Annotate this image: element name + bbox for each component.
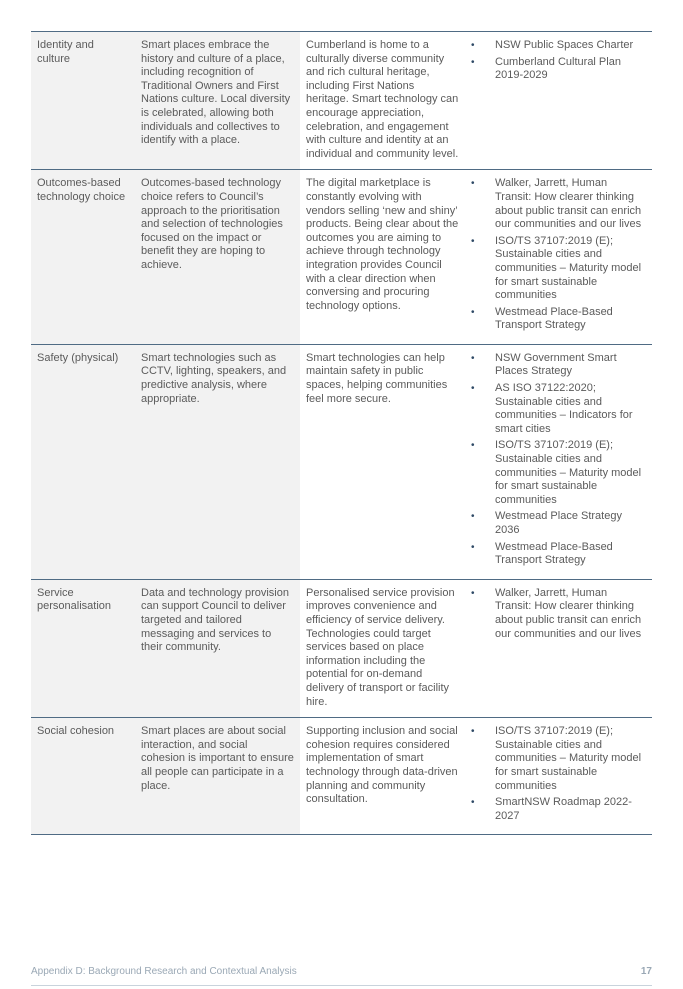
- relevance-cell: The digital marketplace is constantly evolving with vendors selling ‘new and shiny’ products. Being clear about the outcomes you are aiming to achieve through technology integration provides Council with a clear direction when conversing and procuring technology options.: [300, 170, 465, 345]
- description-cell: Smart places embrace the history and culture of a place, including recognition of Traditional Owners and First Nations culture. Local diversity is celebrated, allowing both individuals and collectives to identify with a place.: [135, 32, 300, 170]
- table-row: [31, 579, 652, 717]
- page-number: 17: [640, 966, 652, 977]
- table-row: [31, 170, 652, 345]
- reference-text: ISO/TS 37107:2019 (E); Sustainable cities and communities – Maturity model for smart sustainable communities: [495, 725, 642, 792]
- reference-text: Westmead Place-Based Transport Strategy: [495, 540, 613, 567]
- principle-cell: Outcomes-based technology choice: [31, 170, 135, 345]
- references-cell: [465, 718, 652, 835]
- bullet-icon: •: [471, 40, 475, 51]
- references-cell: [465, 32, 652, 170]
- bullet-icon: •: [471, 440, 475, 452]
- description-cell: Outcomes-based technology choice refers to Council’s approach to the prioritisation and selection of technologies focused on the impact or benefit they are hoping to achieve.: [135, 170, 300, 345]
- references-cell: [465, 579, 652, 717]
- reference-item: [471, 439, 646, 507]
- reference-item: [471, 39, 646, 53]
- reference-item: [471, 725, 646, 793]
- reference-item: [471, 796, 646, 823]
- table-row: [31, 344, 652, 579]
- principles-table: [31, 31, 652, 835]
- references-list: [471, 177, 646, 333]
- reference-item: [471, 382, 646, 436]
- principle-cell: Safety (physical): [31, 344, 135, 579]
- principle-cell: Social cohesion: [31, 718, 135, 835]
- reference-text: Walker, Jarrett, Human Transit: How clearer thinking about public transit can enrich our communities and our lives: [495, 586, 642, 640]
- description-cell: Data and technology provision can support Council to deliver targeted and tailored messaging and services to their community.: [135, 579, 300, 717]
- footer-divider: [31, 985, 652, 986]
- bullet-icon: •: [471, 235, 475, 247]
- table-row: [31, 32, 652, 170]
- bullet-icon: •: [471, 726, 475, 738]
- description-cell: Smart places are about social interaction, and social cohesion is important to ensure all people can participate in a place.: [135, 718, 300, 835]
- bullet-icon: •: [471, 511, 475, 523]
- relevance-cell: Personalised service provision improves convenience and efficiency of service delivery. Technologies could target services based on place information including the potential for on-demand delivery of transport or facility hire.: [300, 579, 465, 717]
- principle-cell: Service personalisation: [31, 579, 135, 717]
- bullet-icon: •: [471, 541, 475, 553]
- reference-text: ISO/TS 37107:2019 (E); Sustainable cities and communities – Maturity model for smart sustainable communities: [495, 439, 642, 506]
- relevance-cell: Cumberland is home to a culturally diverse community and rich cultural heritage, including First Nations heritage. Smart technology can encourage appreciation, celebration, and engagement with culture and identity at an individual and community level.: [300, 32, 465, 170]
- reference-text: ISO/TS 37107:2019 (E); Sustainable cities and communities – Maturity model for smart sustainable communities: [495, 234, 642, 302]
- reference-text: NSW Government Smart Places Strategy: [495, 351, 617, 378]
- reference-text: Westmead Place Strategy 2036: [495, 510, 622, 536]
- bullet-icon: •: [471, 56, 475, 68]
- reference-text: NSW Public Spaces Charter: [495, 39, 634, 51]
- relevance-cell: Supporting inclusion and social cohesion requires considered implementation of smart technology through data-driven planning and community consultation.: [300, 718, 465, 835]
- reference-text: Walker, Jarrett, Human Transit: How clearer thinking about public transit can enrich our communities and our lives: [495, 177, 642, 231]
- principle-cell: Identity and culture: [31, 32, 135, 170]
- table-row: [31, 718, 652, 835]
- references-cell: [465, 344, 652, 579]
- reference-item: [471, 177, 646, 231]
- relevance-cell: Smart technologies can help maintain safety in public spaces, helping communities feel more secure.: [300, 344, 465, 579]
- bullet-icon: •: [471, 587, 475, 599]
- bullet-icon: •: [471, 352, 475, 364]
- footer-title: Appendix D: Background Research and Contextual Analysis: [31, 966, 297, 977]
- reference-item: [471, 510, 646, 537]
- reference-text: AS ISO 37122:2020; Sustainable cities and communities – Indicators for smart cities: [495, 382, 633, 435]
- references-cell: [465, 170, 652, 345]
- reference-text: Westmead Place-Based Transport Strategy: [495, 305, 613, 332]
- reference-text: SmartNSW Roadmap 2022-2027: [495, 796, 632, 822]
- reference-item: [471, 235, 646, 303]
- reference-item: [471, 587, 646, 641]
- description-cell: Smart technologies such as CCTV, lighting, speakers, and predictive analysis, where appropriate.: [135, 344, 300, 579]
- principles-table-body: [31, 32, 652, 835]
- references-list: [471, 39, 646, 83]
- bullet-icon: •: [471, 797, 475, 809]
- reference-item: [471, 56, 646, 83]
- reference-item: [471, 352, 646, 379]
- bullet-icon: •: [471, 306, 475, 318]
- reference-text: Cumberland Cultural Plan 2019-2029: [495, 55, 621, 82]
- references-list: [471, 352, 646, 568]
- reference-item: [471, 541, 646, 568]
- bullet-icon: •: [471, 178, 475, 190]
- reference-item: [471, 306, 646, 333]
- references-list: [471, 725, 646, 823]
- bullet-icon: •: [471, 383, 475, 395]
- references-list: [471, 587, 646, 641]
